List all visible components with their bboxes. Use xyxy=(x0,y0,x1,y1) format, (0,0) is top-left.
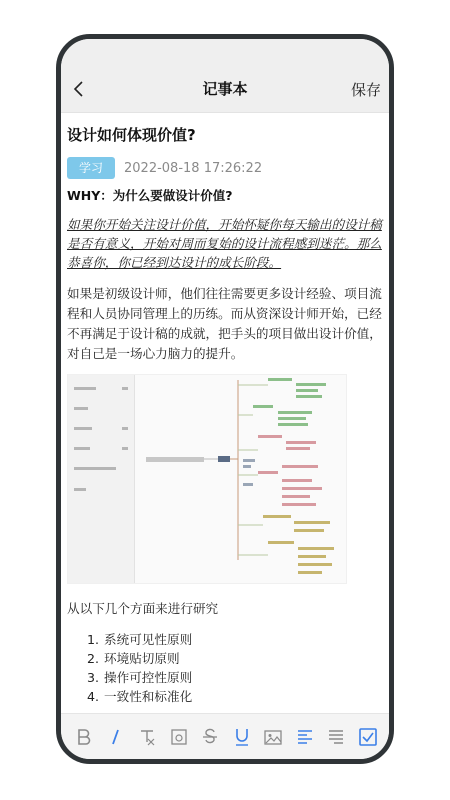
format-toolbar xyxy=(61,713,389,759)
list-item xyxy=(87,668,383,687)
chevron-left-icon xyxy=(69,77,89,101)
principles-list xyxy=(67,630,383,706)
list-number: 4. xyxy=(87,689,100,704)
category-tag[interactable]: 学习 xyxy=(67,157,115,179)
list-text: 操作可控性原则 xyxy=(104,670,193,685)
strikethrough-icon xyxy=(200,727,220,747)
image-icon xyxy=(263,727,283,747)
align-justify-icon xyxy=(326,727,346,747)
list-text: 一致性和标准化 xyxy=(104,689,193,704)
status-bar xyxy=(61,39,389,65)
list-item xyxy=(87,687,383,706)
section-heading: WHY：为什么要做设计价值? xyxy=(67,188,233,203)
strikethrough-button[interactable] xyxy=(197,724,223,750)
italic-button[interactable] xyxy=(103,724,129,750)
note-meta xyxy=(67,157,383,179)
align-left-button[interactable] xyxy=(292,724,318,750)
list-text: 系统可见性原则 xyxy=(104,632,193,647)
quote-text: 如果你开始关注设计价值，开始怀疑你每天输出的设计稿是否有意义，开始对周而复始的设计流程感到迷茫。那么恭喜你，你已经到达设计的成长阶段。 xyxy=(67,217,382,270)
bold-button[interactable] xyxy=(71,724,97,750)
underline-button[interactable] xyxy=(229,724,255,750)
list-item xyxy=(87,649,383,668)
checkbox-button[interactable] xyxy=(355,724,381,750)
list-item xyxy=(87,630,383,649)
image-clear-button[interactable] xyxy=(166,724,192,750)
align-left-icon xyxy=(295,727,315,747)
mindmap-image[interactable] xyxy=(67,374,347,584)
note-content[interactable] xyxy=(61,125,389,706)
nav-bar xyxy=(61,65,389,113)
list-text: 环境贴切原则 xyxy=(104,651,180,666)
mindmap-picture xyxy=(68,375,347,584)
phone-frame xyxy=(56,34,394,764)
body-paragraph: 如果是初级设计师，他们往往需要更多设计经验、项目流程和人员协同管理上的历练。而从资深设计师开始，已经不再满足于设计稿的成就，把手头的项目做出设计价值，对自己是一场心力脑力的提升。 xyxy=(67,286,382,361)
list-number: 1. xyxy=(87,632,100,647)
italic-icon xyxy=(106,727,126,747)
note-title[interactable]: 设计如何体现价值? xyxy=(67,126,196,144)
clear-format-button[interactable] xyxy=(134,724,160,750)
insert-image-button[interactable] xyxy=(260,724,286,750)
checkbox-icon xyxy=(358,727,378,747)
save-button[interactable]: 保存 xyxy=(350,81,381,99)
list-number: 3. xyxy=(87,670,100,685)
image-clear-icon xyxy=(169,727,189,747)
align-justify-button[interactable] xyxy=(323,724,349,750)
clear-format-icon xyxy=(137,727,157,747)
research-intro: 从以下几个方面来进行研究 xyxy=(67,601,219,616)
back-button[interactable] xyxy=(69,77,89,101)
note-date: 2022-08-18 17:26:22 xyxy=(124,160,263,176)
page-title: 记事本 xyxy=(202,80,248,98)
underline-icon xyxy=(232,727,252,747)
bold-icon xyxy=(74,727,94,747)
list-number: 2. xyxy=(87,651,100,666)
